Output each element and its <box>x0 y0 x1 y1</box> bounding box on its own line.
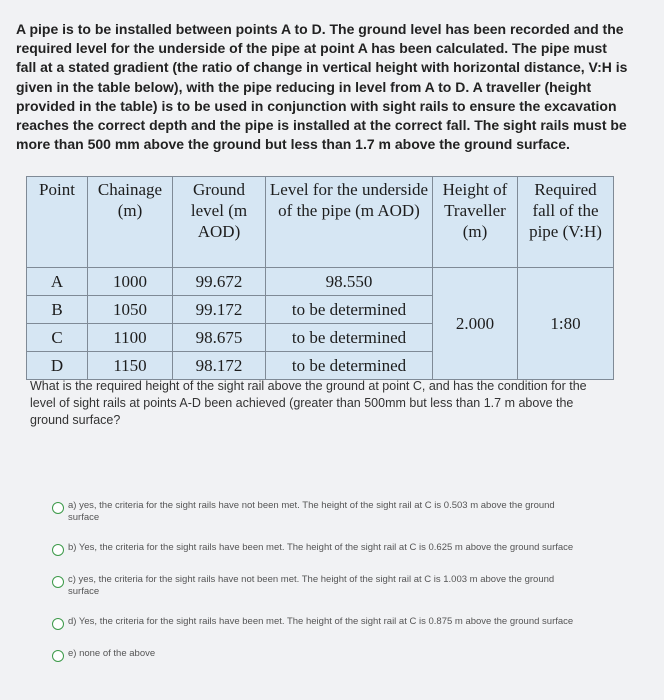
option-label: e) none of the above <box>68 648 156 659</box>
header-ground-level: Ground level (m AOD) <box>173 177 266 268</box>
answer-options <box>52 500 592 680</box>
option-e[interactable] <box>52 648 592 662</box>
option-d[interactable] <box>52 616 592 630</box>
option-label: b) Yes, the criteria for the sight rails have been met. The height of the sight rail at C is 0.625 m above the ground surface <box>68 542 574 553</box>
header-pipe-level: Level for the underside of the pipe (m AOD) <box>266 177 433 268</box>
header-point: Point <box>27 177 88 268</box>
cell-pipe-level: to be determined <box>266 296 433 324</box>
sub-question-text: What is the required height of the sight rail above the ground at point C, and has the condition for the level of sight rails at points A-D been achieved (greater than 500mm but less than 1.7 m above the ground surface? <box>30 379 587 427</box>
cell-traveller-height: 2.000 <box>433 268 518 380</box>
cell-ground-level: 98.172 <box>173 352 266 380</box>
cell-chainage: 1000 <box>88 268 173 296</box>
cell-point: B <box>27 296 88 324</box>
cell-chainage: 1050 <box>88 296 173 324</box>
radio-button-icon[interactable] <box>52 618 64 630</box>
question-text: A pipe is to be installed between points A to D. The ground level has been recorded and the required level for the underside of the pipe at point A has been calculated. The pipe must fall at a stated gradient (the ratio of change in vertical height with horizontal distance, V:H is given in the table below), with the pipe reducing in level from A to D. A traveller (height provided in the table) is to be used in conjunction with sight rails to ensure the excavation reaches the correct depth and the pipe is installed at the correct fall. The sight rails must be more than 500 mm above the ground but less than 1.7 m above the ground surface. <box>16 21 628 153</box>
header-chainage: Chainage (m) <box>88 177 173 268</box>
cell-pipe-level: to be determined <box>266 352 433 380</box>
radio-button-icon[interactable] <box>52 502 64 514</box>
cell-point: D <box>27 352 88 380</box>
cell-ground-level: 98.675 <box>173 324 266 352</box>
radio-button-icon[interactable] <box>52 576 64 588</box>
data-table-container <box>26 176 614 380</box>
radio-button-icon[interactable] <box>52 650 64 662</box>
cell-pipe-level: 98.550 <box>266 268 433 296</box>
cell-chainage: 1100 <box>88 324 173 352</box>
radio-button-icon[interactable] <box>52 544 64 556</box>
option-label: c) yes, the criteria for the sight rails have not been met. The height of the sight rail at C is 1.003 m above the ground surface <box>68 574 555 597</box>
data-table <box>26 176 614 380</box>
option-label: d) Yes, the criteria for the sight rails have been met. The height of the sight rail at C is 0.875 m above the ground surface <box>68 616 574 627</box>
cell-chainage: 1150 <box>88 352 173 380</box>
cell-required-fall: 1:80 <box>518 268 614 380</box>
option-c[interactable] <box>52 574 592 598</box>
option-label: a) yes, the criteria for the sight rails have not been met. The height of the sight rail at C is 0.503 m above the ground surface <box>68 500 555 523</box>
cell-ground-level: 99.172 <box>173 296 266 324</box>
table-header-row <box>27 177 614 268</box>
header-traveller: Height of Traveller (m) <box>433 177 518 268</box>
option-a[interactable] <box>52 500 592 524</box>
option-b[interactable] <box>52 542 592 556</box>
table-row <box>27 268 614 296</box>
header-fall: Required fall of the pipe (V:H) <box>518 177 614 268</box>
cell-pipe-level: to be determined <box>266 324 433 352</box>
cell-point: C <box>27 324 88 352</box>
cell-ground-level: 99.672 <box>173 268 266 296</box>
cell-point: A <box>27 268 88 296</box>
